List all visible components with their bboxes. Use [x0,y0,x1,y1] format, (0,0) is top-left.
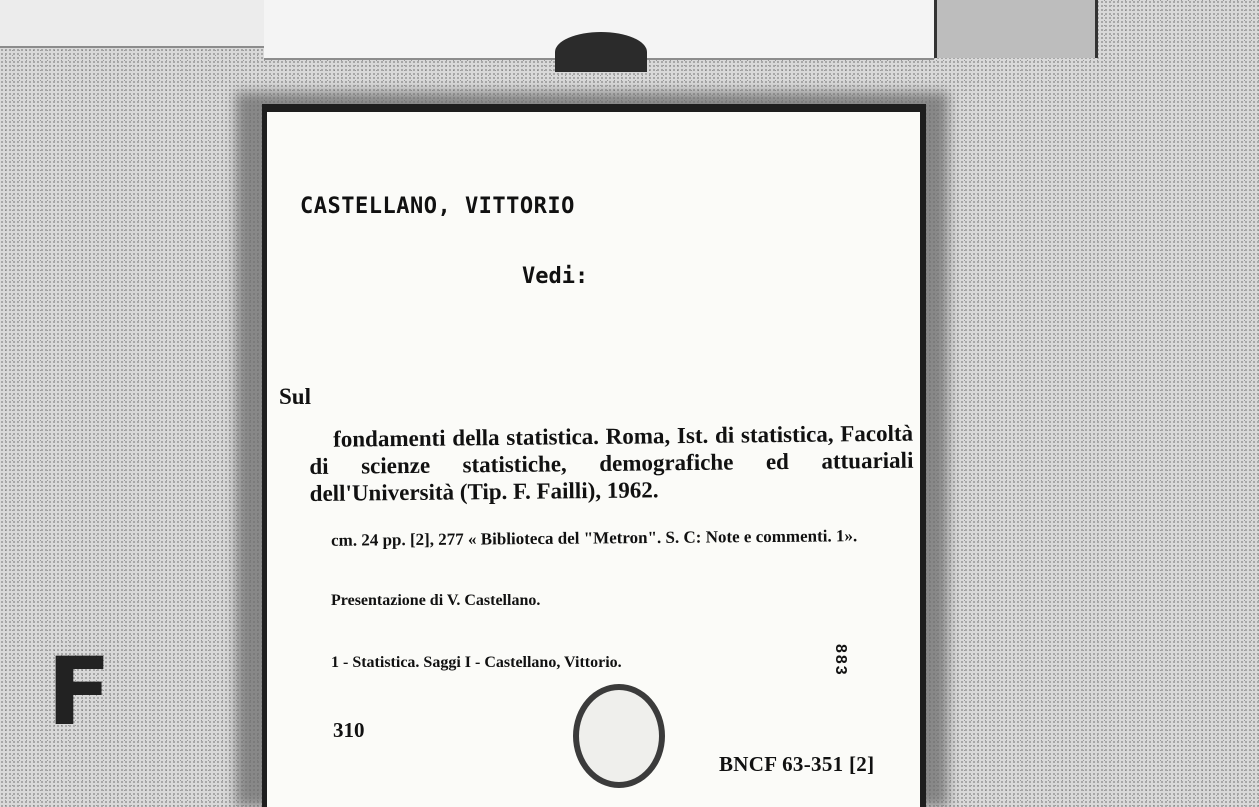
punch-hole [573,684,665,788]
title-first-word: Sul [279,384,311,409]
title-description: fondamenti della statistica. Roma, Ist. di statistica, Facoltà di scienze statistiche, demografiche ed attuariali dell'Università (Tip. F. Failli), 1962. [309,420,914,506]
card-note: Presentazione di V. Castellano. [331,592,541,609]
see-reference: Vedi: [522,264,589,289]
bncf-number: BNCF 63-351 [2] [719,752,875,776]
collation-line: cm. 24 pp. [2], 277 « Biblioteca del "Metron". S. C: Note e commenti. 1». [330,526,858,550]
card-behind-left [0,0,267,48]
vertical-number: 883 [832,644,849,677]
card-heading: CASTELLANO, VITTORIO [300,194,575,219]
punch-hole-top [555,32,647,72]
card-behind-right [934,0,1098,58]
subject-tracings: 1 - Statistica. Saggi I - Castellano, Vittorio. [331,654,622,671]
margin-letter: F [47,638,112,747]
shelf-number: 310 [333,718,365,742]
catalog-card [262,104,926,807]
